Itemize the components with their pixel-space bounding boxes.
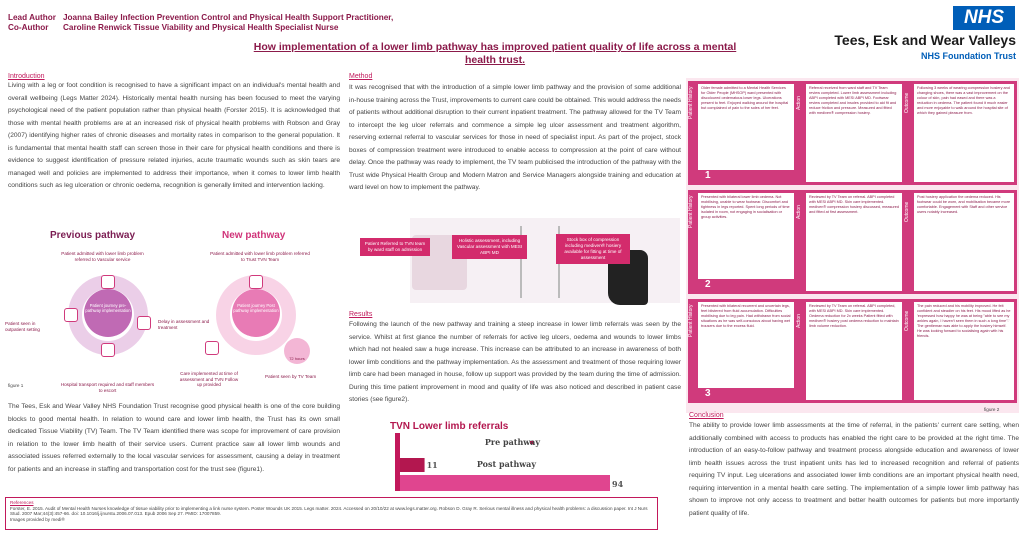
- case-history-text: Presented with bilateral recurrent and uncertain legs, feet blistered from fluid accumulation. Difficulties mobilising due to leg pain. Had withdrawn from social situations as he was self-conscious about having wet trousers due to the excess fluid.: [698, 302, 794, 388]
- method-heading: Method: [349, 73, 373, 80]
- new-hours-label: 72 hours: [289, 356, 305, 361]
- lead-author-label: Lead Author: [8, 13, 56, 22]
- org-name: Tees, Esk and Wear Valleys: [834, 32, 1016, 48]
- bed-icon: [101, 275, 115, 289]
- ribbon-2: Holistic assessment, including Vascular assessment with MESI ABPI MD: [452, 235, 527, 259]
- case-outcome-text: The pain reduced and his mobility improved. He felt confident and steadier on his feet. His mood lifted as he 'expressed how happy he was at being "able to see my ankles again, I haven't seen them in such a long time".' The gentleman was able to apply the hosiery himself. He was looking forward to socialising again with his friends.: [914, 302, 1014, 400]
- prev-right-label: Delay in assessment and treatment: [158, 319, 210, 330]
- data-label-94: 94: [612, 479, 624, 489]
- case-number: 3: [705, 388, 711, 399]
- ribbon-1: Patient Referred to TVN team by ward staff on admission: [360, 238, 430, 256]
- references-box: [5, 497, 658, 530]
- results-text: Following the launch of the new pathway and training a steep increase in lower limb referrals was seen by the service. Whilst at first glance the number of referrals for active leg ulcers, oedema and wounds to lower limbs which had not healed saw a huge increase. This increase can be attributed to an increase in awareness of both lower limb conditions and the pathway implementation. As the assessment and treatment of those requiring lower limb care had been managed in house, follow up support was provided by the team during the time of admission. During this time patient improvement in mood and quality of life was also noticed and described in patient case stories (see figure2).: [349, 321, 681, 403]
- label-pre-pathway: Pre pathway: [484, 437, 540, 447]
- case-number: 2: [705, 279, 711, 290]
- references-text: Forster, E. 2015. Audit of Mental Health Nurses knowledge of tissue viability prior to implementing a link nurse system. Poster Wounds UK 2015. Legs matter. 2024. Accessed on 20/10/22 at www.legs.matter.org. Robson D. Gray R. Serious mental illness and physical health problems: a discussion paper. Int J Nurs Stud. 2007 Mar;44(3):457-66. doi: 10.1016/j.ijnurstu.2006.07.013. Epub 2006 Sep 27. PMID: 17007859.: [10, 505, 648, 517]
- label-post-pathway: Post pathway: [476, 459, 536, 469]
- lead-author-name: Joanna Bailey Infection Prevention Control and Physical Health Support Practitioner,: [63, 13, 394, 22]
- ribbon-3: Stock box of compression including mediven® hosiery available for fitting at time of assessment: [556, 234, 630, 264]
- bar-post-94: [400, 475, 610, 491]
- nhs-logo: NHS: [953, 6, 1015, 30]
- case-outcome-label: Outcome: [904, 201, 910, 223]
- plaster-icon: [205, 341, 219, 355]
- ambulance-icon: [101, 343, 115, 357]
- data-label-11: 11: [426, 460, 438, 470]
- case-history-label: Patient History: [688, 195, 694, 229]
- introduction-text-2: The Tees, Esk and Wear Valley NHS Foundation Trust recognise good physical health is one of the core building blocks to good mental health. In relation to wound care and lower limb health, the Trust has its own small dedicated Tissue Viability (TV) Team. The TV Team identified there was scope for improvement of care provision in relation to the lower limb health of their service users. Current practice saw all lower limb wounds and associated issues referred externally to the local vascular services for assessment, causing a delay in treatment for patients and an increase in staffing and transportation cost for the trust see (figure1).: [8, 403, 340, 473]
- case-number: 1: [705, 170, 711, 181]
- case-outcome-label: Outcome: [904, 310, 910, 332]
- co-author-name: Caroline Renwick Tissue Viability and Physical Health Specialist Nurse: [63, 23, 339, 32]
- case-outcome-label: Outcome: [904, 92, 910, 114]
- case-action-text: Reviewed by TV Team on referral. ABPI completed with MESI ABPI MD. Skin care implemented. mediven® compression hosiery discussed, measured and fitted at first assessment.: [806, 193, 902, 291]
- references-note: Images provided by medi®: [10, 516, 65, 522]
- bed-icon: [249, 275, 263, 289]
- previous-pathway-title: Previous pathway: [50, 230, 136, 241]
- figure2-caption: figure 2: [984, 407, 1000, 412]
- hourglass-icon: [137, 316, 151, 330]
- new-pathway-title: New pathway: [222, 230, 286, 241]
- title-line-1: How implementation of a lower limb pathway has improved patient quality of life across a mental: [253, 41, 737, 53]
- introduction-heading: Introduction: [8, 73, 45, 80]
- poster-title: [230, 41, 760, 67]
- new-left-label: Care implemented at time of assessment and TVN Follow up provided: [179, 371, 239, 388]
- conclusion-text: The ability to provide lower limb assessments at the time of referral, in the patients' current care setting, when additionally combined with access to products has enabled the right care to be provided at the right time. The introduction of an easy-to-follow pathway and treatment process alongside education and awareness of lower limb health issues across the trust inpatient units has led to increased recognition and referral of patients requiring TV input. Leg ulcerations and associated lower limb conditions are an important physical health need, requiring intervention in a mental health care setting. The implementation of a simple lower limb pathway has shown to improve not only access to treatment and better health outcomes for patients but more importantly patient quality of life.: [689, 422, 1019, 517]
- co-author-label: Co-Author: [8, 23, 49, 32]
- case-action-label: Action: [796, 314, 802, 328]
- new-center-label: Patient journey Post pathway implementation: [233, 303, 279, 314]
- prev-bottom-label: Hospital transport required and staff members to escort: [60, 382, 155, 393]
- referrals-chart: [400, 432, 640, 494]
- new-right-label: Patient seen by TV Team: [265, 374, 317, 379]
- new-top-label: Patient admitted with lower limb problem referred to Trust TVN Team: [210, 251, 310, 262]
- case-action-label: Action: [796, 205, 802, 219]
- method-text: It was recognised that with the introduction of a simple lower limb pathway and the provision of some additional in-house training across the Trust, improvements to current care could be obtained. This would address the needs of patients without additional disruption to their current inpatient treatment. The pathway allowed for the TV Team to intercept the leg ulcer referrals and commence a simple leg ulcer assessment and treatment algorithm, reserving external referral to vascular services for those in need of specialist input. As part of the project, stock boxes of compression treatment were introduced to enable access to compression at the point of care without delay. Once the pathway was ready to implement, the TV team publicised the introduction of the pathway with the Trust wide Physical Health Group and Modern Matron and Service Managers alongside training and education at ward level on how to implement the pathway.: [349, 84, 681, 191]
- references-heading: References: [10, 500, 34, 505]
- case-action-text: Referral received from ward staff and TV Team review completed. Lower limb assessment including ABPI completed with MESI ABPI MD. Footwear review completed and insoles provided to aid fit and reduce friction and pressure. Measured and fitted with mediven® compression hosiery.: [806, 84, 902, 182]
- bar-post-11: [400, 458, 425, 472]
- prev-center-label: Patient journey pre-pathway implementation: [85, 303, 131, 314]
- conclusion-heading: Conclusion: [689, 412, 724, 419]
- case-action-text: Reviewed by TV Team on referral. ABPI completed, with MESI ABPI MD. Skin care implemented. Oedema reduction for 2x weeks Patient fitted with mediven® hosiery post oedema reduction to maintain limb volume reduction.: [806, 302, 902, 400]
- case-history-label: Patient History: [688, 86, 694, 120]
- title-line-2: health trust.: [464, 54, 526, 66]
- case-action-label: Action: [796, 96, 802, 110]
- introduction-text: Living with a leg or foot condition is recognised to have a significant impact on an individual's mental health and overall wellbeing (Legs Matter 2024). Historically mental health nursing has been focused to meet the varying psychological need of the patient population rather than physical health (Forster 2015). It is acknowledged that those with mental health problems are at an increased risk of physical health problems with Robson and Gray (2007) identifying higher rates of chronic diseases and mortality rates in comparison to the general population. It is fundamental that mental health staff can screen those in their care for physical health conditions and there is evidence to suggest identification of pressure related injuries, acute traumatic wounds such as skin tears are managed well and policies are implemented to address their importance, when it comes to lower limb health conditions such as leg ulceration or chronic oedema, recognition is generally limited and intervention lacking.: [8, 82, 340, 189]
- case-outcome-text: Post hosiery application the oedema reduced. His footwear could be worn, and mobilisation became more comfortable. Engagement with Staff and other service users notably increased.: [914, 193, 1014, 291]
- case-history-label: Patient History: [688, 304, 694, 338]
- prev-left-label: Patient seen in outpatient setting: [5, 321, 40, 332]
- case-outcome-text: Following 3 weeks of wearing compression hosiery and changing shoes, there was a vast improvement on the colour of skin, pain had eased and there was a reduction in oedema. The patient found it much easier and more enjoyable to walk around the hospital site of which they gained pleasure from.: [914, 84, 1014, 182]
- org-sub: NHS Foundation Trust: [921, 51, 1016, 61]
- case-history-text: Older female admitted to a Mental Health Services for Older People (MHSOP) ward presented with discoloured oedematous lower legs. Ulcerations present to feet. Enjoyed walking around the hospital but complained of pain to the soles of her feet.: [698, 84, 794, 170]
- results-heading: Results: [349, 311, 373, 318]
- hospital-icon: [64, 308, 78, 322]
- figure1-caption: figure 1: [8, 383, 24, 388]
- prev-top-label: Patient admitted with lower limb problem referred to Vascular service: [61, 251, 144, 262]
- chart-title: TVN Lower limb referrals: [390, 421, 509, 432]
- case-history-text: Presented with bilateral lower limb oedema. Not mobilising, unable to wear footwear. Discomfort and tightness in legs reported. Spent long periods of time isolated in room, not engaging in socialisation or group activities.: [698, 193, 794, 279]
